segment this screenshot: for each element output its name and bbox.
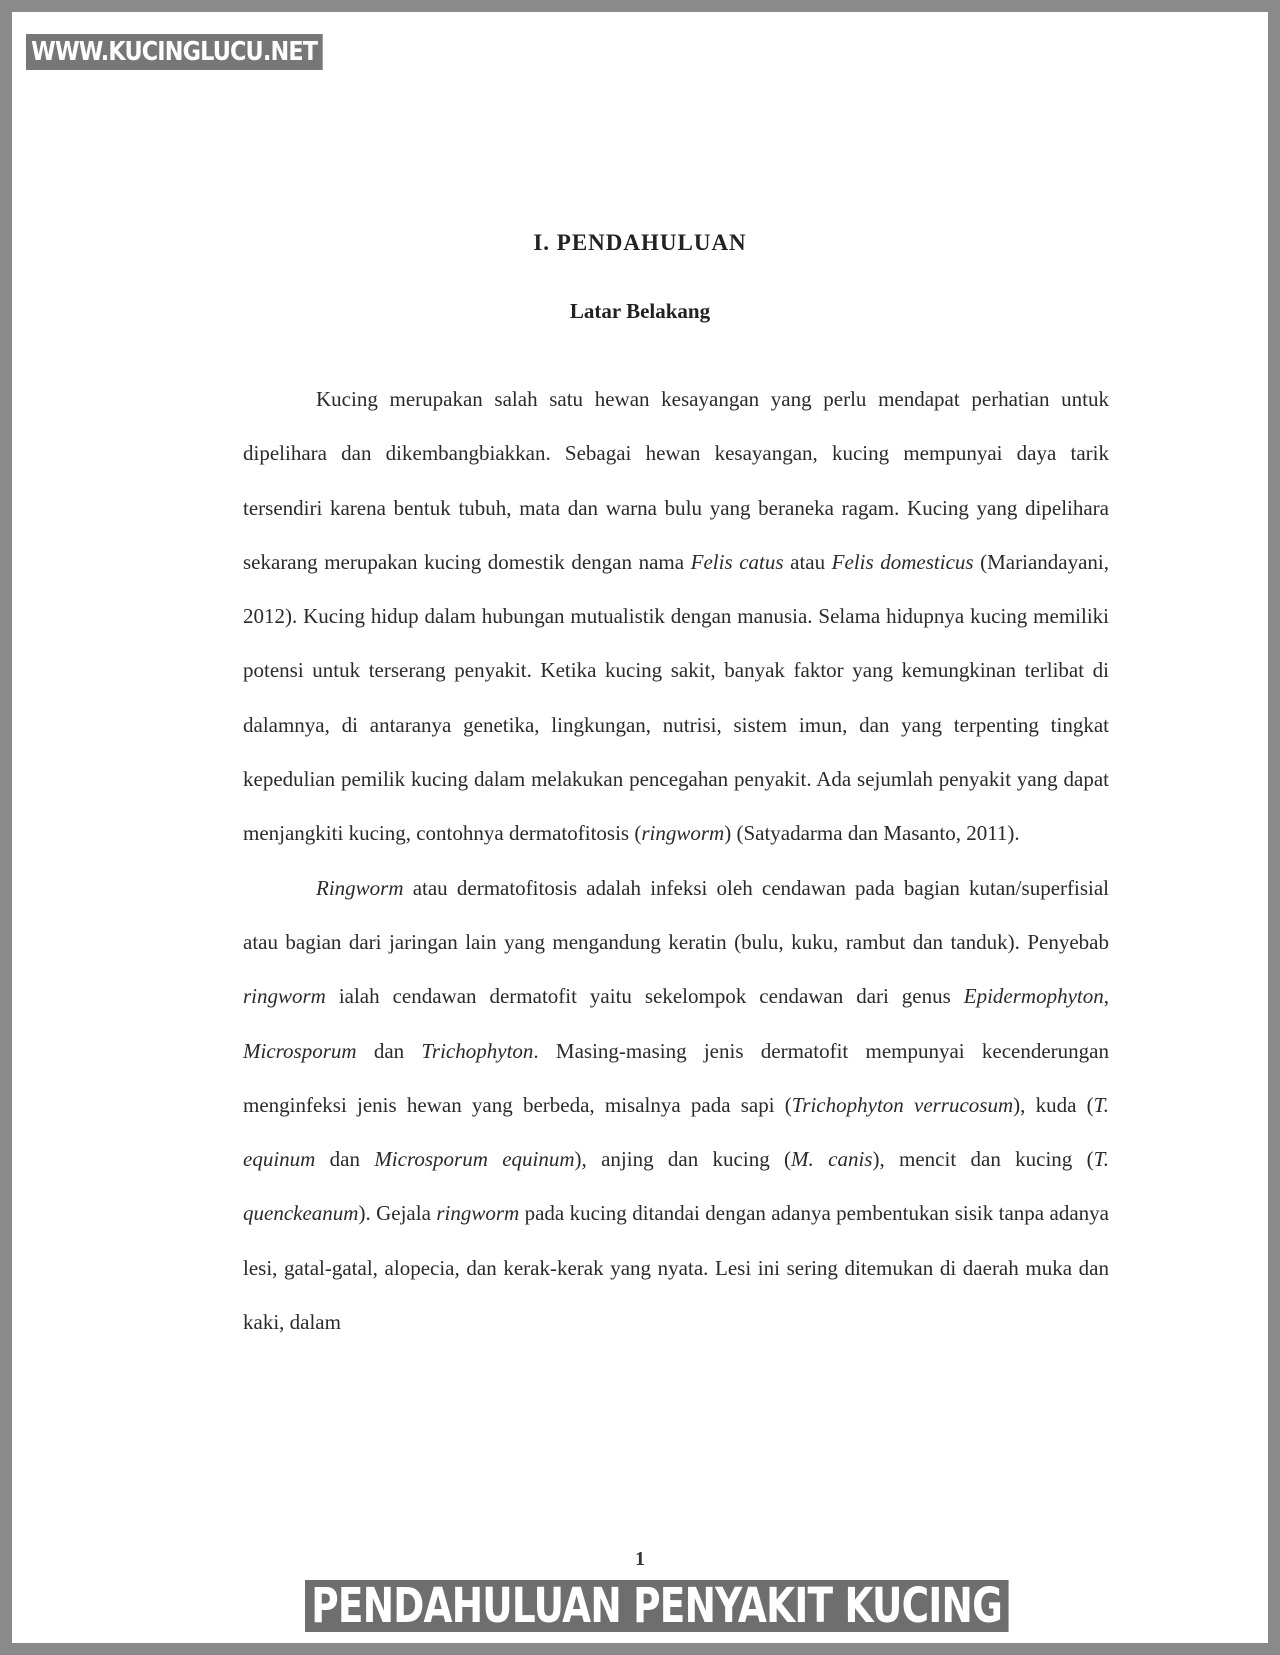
italic-term: Microsporum <box>243 1038 357 1063</box>
italic-term: Felis catus <box>690 549 784 574</box>
italic-term: M. canis <box>791 1147 873 1172</box>
text-run: (Mariandayani, 2012). Kucing hidup dalam hubungan mutualistik dengan manusia. Selama hidupnya kucing memiliki potensi untuk terserang penyakit. Ketika kucing sakit, banyak faktor yang kemungkinan terlibat di dalamnya, di antaranya genetika, lingkungan, nutrisi, sistem imun, dan yang terpenting tingkat kepedulian pemilik kucing dalam melakukan pencegahan penyakit. Ada sejumlah penyakit yang dapat menjangkiti kucing, contohnya dermatofitosis ( <box>243 549 1109 846</box>
text-run: ialah cendawan dermatofit yaitu sekelompok cendawan dari genus <box>325 984 964 1009</box>
page-number: 1 <box>635 1548 645 1570</box>
italic-term: T. equinum <box>243 1092 1109 1172</box>
text-run: ), mencit dan kucing ( <box>872 1147 1094 1172</box>
text-run: ). Gejala <box>358 1201 437 1226</box>
italic-term: Felis domesticus <box>831 549 974 574</box>
italic-term: T. quenckeanum <box>243 1147 1110 1226</box>
text-run: ) (Satyadarma dan Masanto, 2011). <box>724 821 1020 846</box>
text-run: . Masing-masing jenis dermatofit mempunyai kecenderungan menginfeksi jenis hewan yang berbeda, misalnya pada sapi ( <box>243 1038 1109 1117</box>
paragraph <box>243 861 1109 1350</box>
italic-term: ringworm <box>641 821 725 846</box>
text-run: ), anjing dan kucing ( <box>574 1147 792 1172</box>
italic-term: Microsporum equinum <box>374 1147 575 1172</box>
paragraph <box>243 372 1109 861</box>
italic-term: Trichophyton <box>421 1038 534 1063</box>
italic-term: Epidermophyton <box>963 984 1104 1009</box>
site-watermark: WWW.KUCINGLUCU.NET <box>26 34 322 70</box>
text-run: ), kuda ( <box>1013 1092 1094 1117</box>
caption-banner: PENDAHULUAN PENYAKIT KUCING <box>305 1580 1008 1632</box>
body-text <box>243 372 1109 1349</box>
text-run: dan <box>356 1038 422 1063</box>
italic-term: ringworm <box>243 984 326 1009</box>
italic-term: ringworm <box>436 1201 520 1226</box>
text-run: pada kucing ditandai dengan adanya pembentukan sisik tanpa adanya lesi, gatal-gatal, alopecia, dan kerak-kerak yang nyata. Lesi ini sering ditemukan di daerah muka dan kaki, dalam <box>243 1201 1109 1335</box>
section-title: Latar Belakang <box>569 299 711 323</box>
text-run: atau dermatofitosis adalah infeksi oleh cendawan pada bagian kutan/superfisial atau bagian dari jaringan lain yang mengandung keratin (bulu, kuku, rambut dan tanduk). Penyebab <box>243 875 1109 954</box>
italic-term: Ringworm <box>316 875 404 900</box>
italic-term: Trichophyton verrucosum <box>791 1092 1014 1117</box>
text-run: atau <box>783 549 832 574</box>
document-page <box>12 12 1268 1643</box>
text-run: , <box>1103 984 1109 1009</box>
text-run: Kucing merupakan salah satu hewan kesayangan yang perlu mendapat perhatian untuk dipelihara dan dikembangbiakkan. Sebagai hewan kesayangan, kucing mempunyai daya tarik tersendiri karena bentuk tubuh, mata dan warna bulu yang beraneka ragam. Kucing yang dipelihara sekarang merupakan kucing domestik dengan nama <box>243 387 1109 574</box>
chapter-title: I. PENDAHULUAN <box>533 230 747 255</box>
text-run: dan <box>315 1147 375 1172</box>
